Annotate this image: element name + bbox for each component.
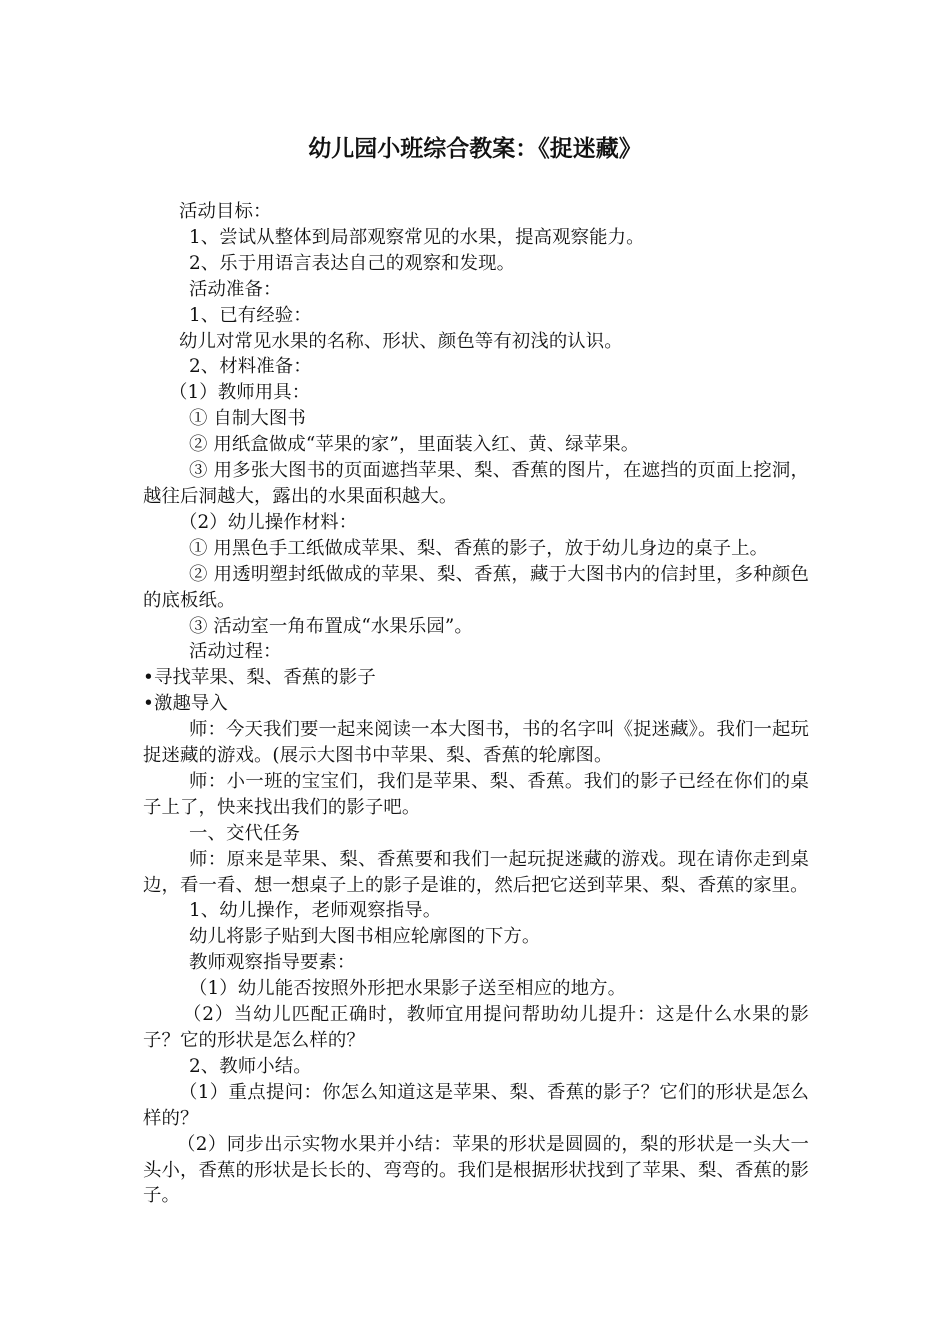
paragraph-key-question: （1）重点提问：你怎么知道这是苹果、梨、香蕉的影子？它们的形状是怎么样的？ <box>143 1081 809 1129</box>
document-title: 幼儿园小班综合教案：《捉迷藏》 <box>308 135 642 162</box>
paragraph-teacher-task: 师：原来是苹果、梨、香蕉要和我们一起玩捉迷藏的游戏。现在请你走到桌边，看一看、想一想桌子上的影子是谁的，然后把它送到苹果、梨、香蕉的家里。 <box>143 848 809 896</box>
paragraph-observation-heading: 教师观察指导要素： <box>189 952 356 974</box>
paragraph-step-1: 1、幼儿操作，老师观察指导。 <box>189 900 442 922</box>
paragraph-goal-2: 2、乐于用语言表达自己的观察和发现。 <box>189 252 516 274</box>
paragraph-bullet-intro: •激趣导入 <box>143 693 228 715</box>
paragraph-teacher-shadows: 师：小一班的宝宝们，我们是苹果、梨、香蕉。我们的影子已经在你们的桌子上了，快来找出我们的影子吧。 <box>143 770 809 818</box>
paragraph-step-1-detail: 幼儿将影子贴到大图书相应轮廓图的下方。 <box>189 926 541 948</box>
paragraph-material-3: ③ 活动室一角布置成“水果乐园”。 <box>189 615 473 637</box>
paragraph-tool-1: ① 自制大图书 <box>189 408 306 430</box>
paragraph-prep-2: 2、材料准备： <box>189 356 312 378</box>
paragraph-teacher-intro: 师：今天我们要一起来阅读一本大图书，书的名字叫《捉迷藏》。我们一起玩捉迷藏的游戏。(展示大图书中苹果、梨、香蕉的轮廓图。 <box>143 719 809 767</box>
paragraph-goal-1: 1、尝试从整体到局部观察常见的水果，提高观察能力。 <box>189 226 645 248</box>
paragraph-teacher-tools: （1）教师用具： <box>169 382 311 404</box>
paragraph-prep-heading: 活动准备： <box>189 278 282 300</box>
paragraph-prep-1-detail: 幼儿对常见水果的名称、形状、颜色等有初浅的认识。 <box>179 330 623 352</box>
paragraph-goals-heading: 活动目标： <box>179 201 272 222</box>
paragraph-material-1: ① 用黑色手工纸做成苹果、梨、香蕉的影子，放于幼儿身边的桌子上。 <box>189 537 769 559</box>
paragraph-tool-2: ② 用纸盒做成“苹果的家”，里面装入红、黄、绿苹果。 <box>189 434 640 456</box>
paragraph-observation-1: （1）幼儿能否按照外形把水果影子送至相应的地方。 <box>189 978 627 1000</box>
paragraph-child-materials: （2）幼儿操作材料： <box>179 511 358 533</box>
paragraph-material-2: ② 用透明塑封纸做成的苹果、梨、香蕉，藏于大图书内的信封里，多种颜色的底板纸。 <box>143 563 809 611</box>
paragraph-bullet-shadows: •寻找苹果、梨、香蕉的影子 <box>143 667 376 689</box>
paragraph-process-heading: 活动过程： <box>189 641 282 663</box>
paragraph-observation-2: （2）当幼儿匹配正确时，教师宜用提问帮助幼儿提升：这是什么水果的影子？它的形状是怎么样的？ <box>143 1004 809 1051</box>
paragraph-task-heading: 一、交代任务 <box>189 822 300 844</box>
paragraph-summary: （2）同步出示实物水果并小结：苹果的形状是圆圆的，梨的形状是一头大一头小，香蕉的形状是长长的、弯弯的。我们是根据形状找到了苹果、梨、香蕉的影子。 <box>143 1133 809 1207</box>
paragraph-step-2: 2、教师小结。 <box>189 1055 312 1077</box>
paragraph-prep-1: 1、已有经验： <box>189 304 312 326</box>
document-body <box>143 199 809 1209</box>
paragraph-tool-3: ③ 用多张大图书的页面遮挡苹果、梨、香蕉的图片，在遮挡的页面上挖洞，越往后洞越大，露出的水果面积越大。 <box>143 460 809 507</box>
